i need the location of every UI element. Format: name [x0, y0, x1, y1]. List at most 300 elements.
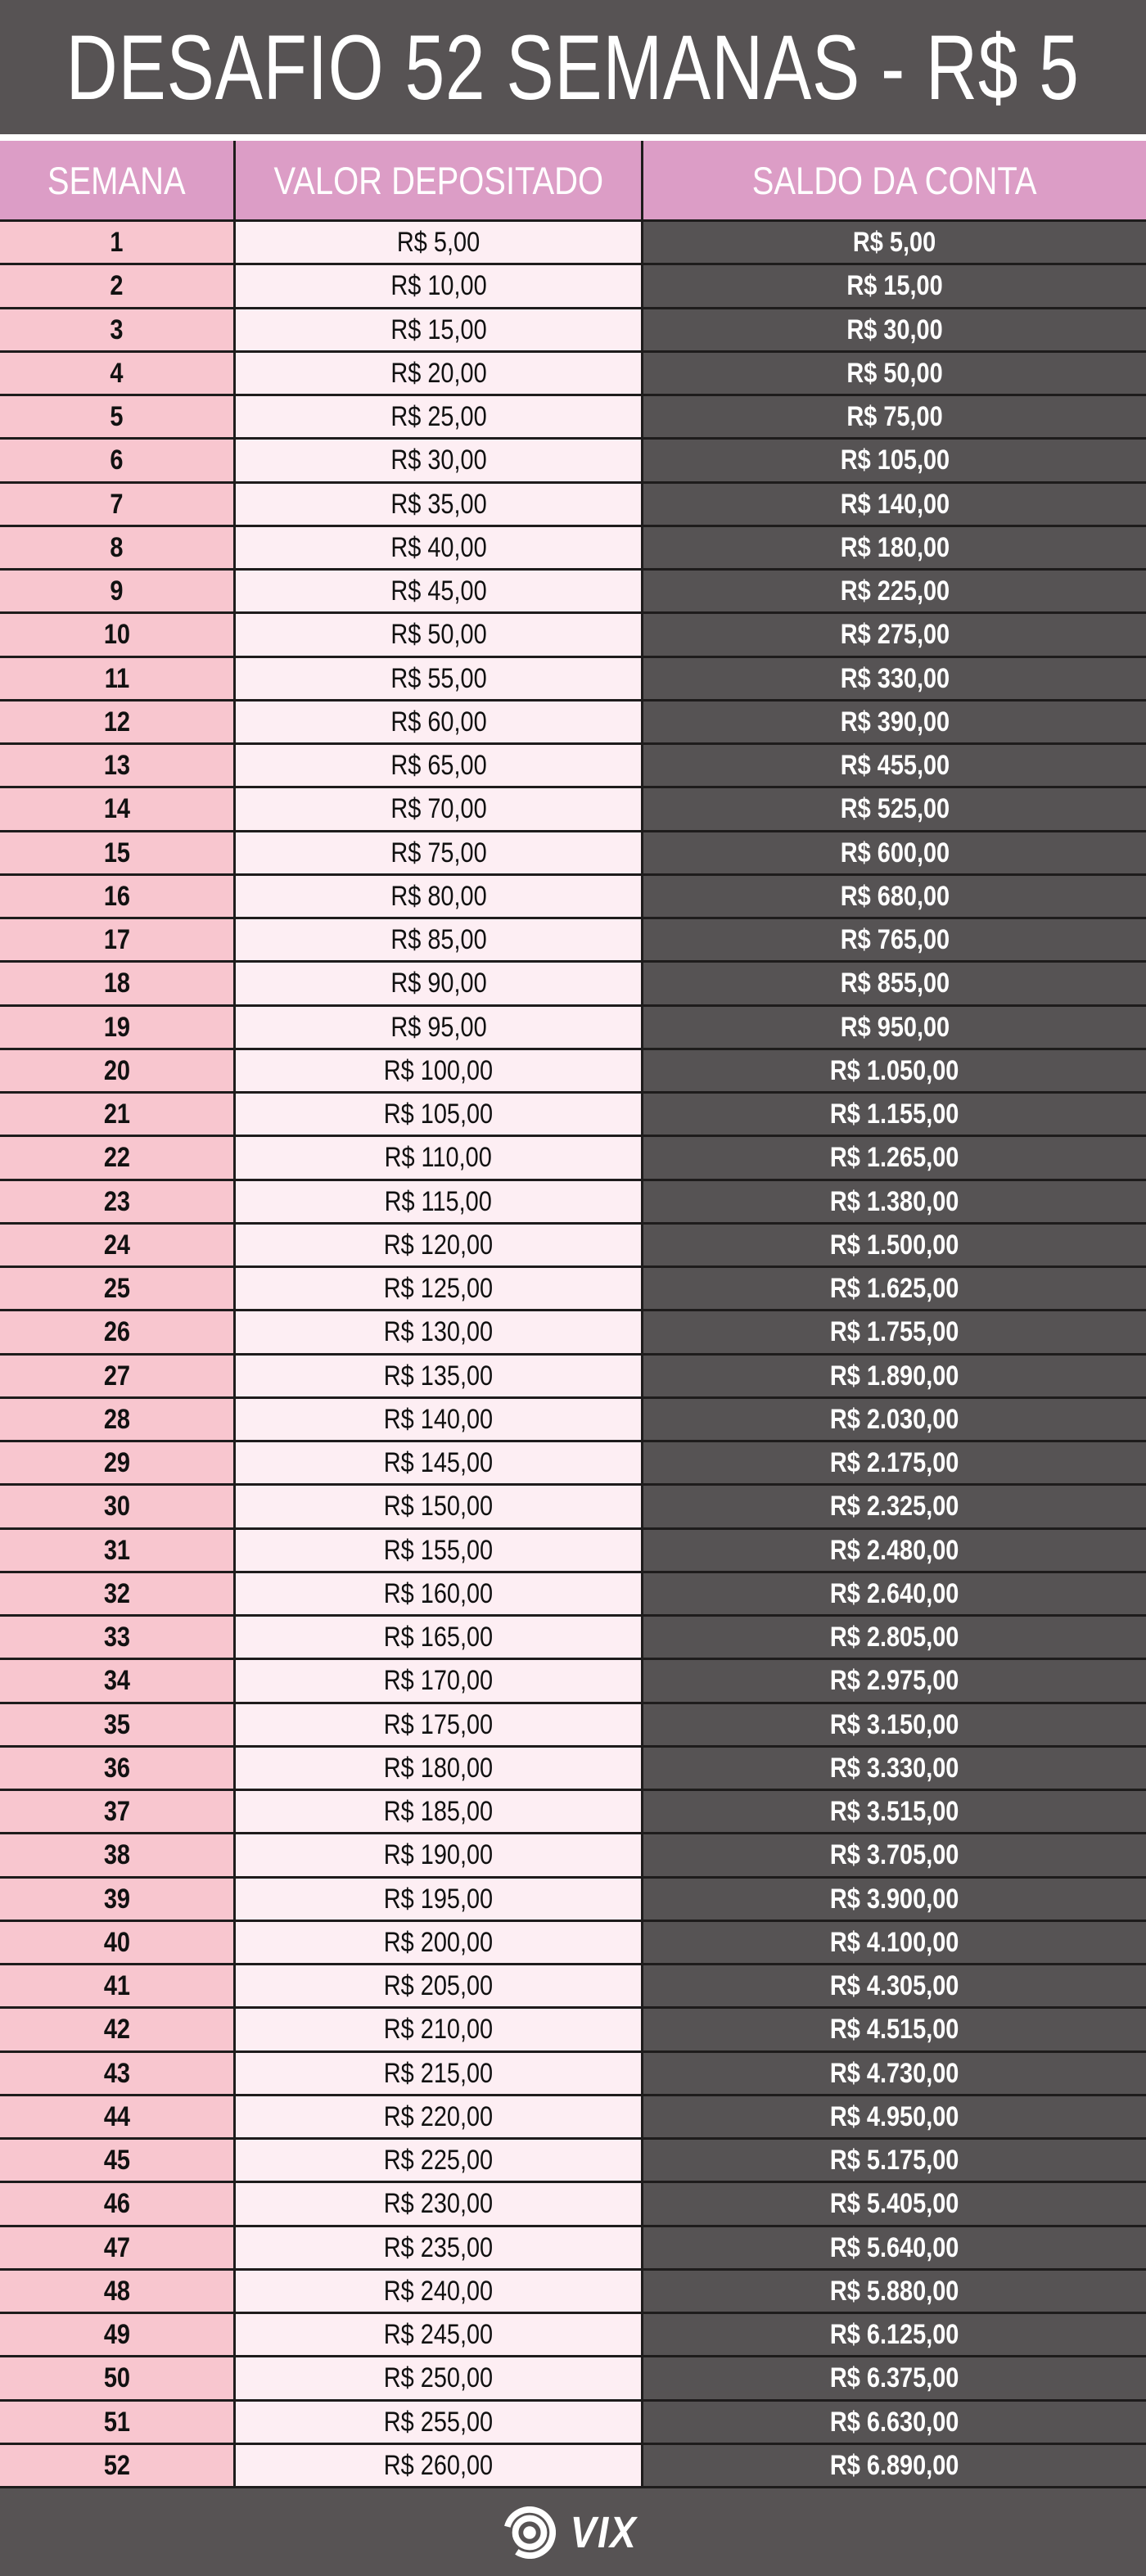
balance-cell: [643, 527, 1146, 568]
week-cell: [0, 2445, 236, 2486]
balance-cell: [643, 2183, 1146, 2224]
vix-target-spiral-icon: [503, 2506, 556, 2559]
balance-cell: [643, 222, 1146, 263]
deposit-value: R$ 10,00: [390, 270, 487, 302]
deposit-cell: [236, 1922, 643, 1963]
deposit-value: R$ 250,00: [383, 2362, 494, 2394]
balance-cell: [643, 963, 1146, 1004]
deposit-cell: [236, 2402, 643, 2443]
table-row: [0, 1748, 1146, 1791]
deposit-value: R$ 170,00: [383, 1665, 494, 1697]
deposit-value: R$ 20,00: [390, 357, 487, 389]
balance-cell: [643, 1268, 1146, 1309]
week-cell: [0, 571, 236, 611]
balance-cell: [643, 265, 1146, 306]
deposit-cell: [236, 1399, 643, 1440]
header-deposit: [236, 141, 643, 219]
table-row: [0, 919, 1146, 963]
balance-cell: [643, 1399, 1146, 1440]
deposit-value: R$ 190,00: [383, 1839, 494, 1871]
table-row: [0, 1268, 1146, 1311]
deposit-cell: [236, 1965, 643, 2006]
week-cell: [0, 1922, 236, 1963]
balance-value: R$ 6.125,00: [830, 2319, 959, 2351]
balance-cell: [643, 658, 1146, 699]
week-cell: [0, 1094, 236, 1135]
balance-value: R$ 1.890,00: [830, 1360, 959, 1392]
balance-cell: [643, 1181, 1146, 1222]
deposit-value: R$ 130,00: [383, 1316, 494, 1348]
week-cell: [0, 353, 236, 394]
balance-value: R$ 2.640,00: [830, 1577, 959, 1609]
balance-cell: [643, 788, 1146, 829]
balance-value: R$ 75,00: [846, 401, 943, 433]
deposit-cell: [236, 788, 643, 829]
deposit-value: R$ 35,00: [390, 488, 487, 520]
balance-value: R$ 2.480,00: [830, 1534, 959, 1566]
deposit-value: R$ 230,00: [383, 2188, 494, 2220]
deposit-value: R$ 140,00: [383, 1403, 494, 1435]
balance-value: R$ 3.330,00: [830, 1752, 959, 1784]
week-number: 50: [103, 2362, 130, 2394]
week-cell: [0, 1311, 236, 1352]
deposit-cell: [236, 1137, 643, 1178]
balance-value: R$ 225,00: [840, 575, 950, 607]
balance-cell: [643, 1225, 1146, 1265]
table-row: [0, 1617, 1146, 1660]
table-row: [0, 876, 1146, 919]
deposit-value: R$ 185,00: [383, 1796, 494, 1828]
week-number: 29: [103, 1447, 130, 1479]
week-number: 35: [103, 1708, 130, 1740]
balance-value: R$ 4.730,00: [830, 2057, 959, 2089]
balance-value: R$ 3.705,00: [830, 1839, 959, 1871]
deposit-cell: [236, 876, 643, 917]
week-number: 52: [103, 2449, 130, 2481]
balance-value: R$ 3.150,00: [830, 1708, 959, 1740]
week-number: 24: [103, 1229, 130, 1261]
deposit-cell: [236, 2271, 643, 2312]
week-cell: [0, 1050, 236, 1091]
balance-cell: [643, 484, 1146, 525]
balance-value: R$ 4.100,00: [830, 1926, 959, 1958]
balance-value: R$ 680,00: [840, 880, 950, 912]
balance-value: R$ 6.890,00: [830, 2449, 959, 2481]
balance-cell: [643, 1137, 1146, 1178]
deposit-cell: [236, 1748, 643, 1789]
week-number: 5: [110, 401, 124, 433]
balance-cell: [643, 1660, 1146, 1701]
table-row: [0, 1311, 1146, 1355]
table-row: [0, 1704, 1146, 1748]
week-cell: [0, 1965, 236, 2006]
deposit-cell: [236, 1094, 643, 1135]
week-number: 3: [110, 314, 124, 345]
week-number: 32: [103, 1577, 130, 1609]
balance-value: R$ 330,00: [840, 662, 950, 694]
week-cell: [0, 2271, 236, 2312]
balance-value: R$ 105,00: [840, 444, 950, 476]
week-cell: [0, 1879, 236, 1920]
week-number: 23: [103, 1185, 130, 1217]
deposit-value: R$ 25,00: [390, 401, 487, 433]
deposit-cell: [236, 222, 643, 263]
table-row: [0, 2314, 1146, 2357]
balance-value: R$ 1.500,00: [830, 1229, 959, 1261]
table-row: [0, 484, 1146, 527]
table-row: [0, 1007, 1146, 1050]
balance-value: R$ 1.625,00: [830, 1273, 959, 1305]
deposit-cell: [236, 309, 643, 350]
balance-value: R$ 1.050,00: [830, 1054, 959, 1086]
deposit-value: R$ 70,00: [390, 793, 487, 825]
deposit-cell: [236, 527, 643, 568]
deposit-cell: [236, 702, 643, 742]
deposit-value: R$ 245,00: [383, 2319, 494, 2351]
deposit-cell: [236, 1660, 643, 1701]
week-number: 45: [103, 2145, 130, 2177]
week-number: 42: [103, 2014, 130, 2046]
week-cell: [0, 1791, 236, 1832]
balance-value: R$ 275,00: [840, 619, 950, 651]
week-number: 51: [103, 2406, 130, 2438]
week-cell: [0, 1137, 236, 1178]
deposit-cell: [236, 1442, 643, 1483]
deposit-cell: [236, 1268, 643, 1309]
balance-value: R$ 140,00: [840, 488, 950, 520]
week-cell: [0, 1225, 236, 1265]
deposit-value: R$ 240,00: [383, 2275, 494, 2307]
week-number: 48: [103, 2275, 130, 2307]
week-number: 8: [110, 531, 124, 563]
deposit-value: R$ 175,00: [383, 1708, 494, 1740]
deposit-cell: [236, 484, 643, 525]
balance-cell: [643, 309, 1146, 350]
footer-band: [0, 2488, 1146, 2576]
deposit-cell: [236, 2357, 643, 2398]
deposit-cell: [236, 1791, 643, 1832]
week-number: 21: [103, 1099, 130, 1130]
table-row: [0, 1791, 1146, 1834]
balance-cell: [643, 2402, 1146, 2443]
week-number: 12: [103, 706, 130, 738]
table-row: [0, 1442, 1146, 1486]
week-number: 2: [110, 270, 124, 302]
table-row: [0, 2183, 1146, 2226]
balance-cell: [643, 1442, 1146, 1483]
deposit-value: R$ 60,00: [390, 706, 487, 738]
balance-cell: [643, 440, 1146, 480]
week-cell: [0, 658, 236, 699]
deposit-cell: [236, 396, 643, 437]
table-row: [0, 309, 1146, 353]
table-row: [0, 222, 1146, 265]
deposit-value: R$ 45,00: [390, 575, 487, 607]
deposit-value: R$ 40,00: [390, 531, 487, 563]
table-row: [0, 396, 1146, 440]
week-cell: [0, 1356, 236, 1396]
week-cell: [0, 2314, 236, 2355]
table-row: [0, 1399, 1146, 1442]
balance-value: R$ 3.515,00: [830, 1796, 959, 1828]
balance-value: R$ 1.155,00: [830, 1099, 959, 1130]
table-row: [0, 745, 1146, 788]
deposit-value: R$ 75,00: [390, 837, 487, 868]
deposit-cell: [236, 1617, 643, 1658]
deposit-value: R$ 105,00: [383, 1099, 494, 1130]
week-number: 18: [103, 968, 130, 999]
header-balance-label: SALDO DA CONTA: [752, 158, 1037, 202]
table-row: [0, 2009, 1146, 2052]
week-cell: [0, 1399, 236, 1440]
balance-value: R$ 525,00: [840, 793, 950, 825]
table-row: [0, 2053, 1146, 2096]
deposit-cell: [236, 1007, 643, 1048]
balance-value: R$ 2.805,00: [830, 1622, 959, 1653]
balance-value: R$ 1.755,00: [830, 1316, 959, 1348]
balance-cell: [643, 2314, 1146, 2355]
week-number: 4: [110, 357, 124, 389]
deposit-value: R$ 65,00: [390, 750, 487, 782]
balance-value: R$ 6.630,00: [830, 2406, 959, 2438]
deposit-cell: [236, 2009, 643, 2050]
week-cell: [0, 2096, 236, 2137]
balance-cell: [643, 1311, 1146, 1352]
balance-value: R$ 4.515,00: [830, 2014, 959, 2046]
balance-value: R$ 3.900,00: [830, 1883, 959, 1915]
table-row: [0, 571, 1146, 614]
week-cell: [0, 745, 236, 786]
week-number: 44: [103, 2100, 130, 2132]
balance-cell: [643, 1834, 1146, 1875]
week-number: 36: [103, 1752, 130, 1784]
table-body: [0, 222, 1146, 2488]
deposit-cell: [236, 614, 643, 655]
balance-cell: [643, 353, 1146, 394]
week-cell: [0, 2183, 236, 2224]
deposit-value: R$ 215,00: [383, 2057, 494, 2089]
deposit-value: R$ 255,00: [383, 2406, 494, 2438]
week-cell: [0, 527, 236, 568]
week-number: 25: [103, 1273, 130, 1305]
week-cell: [0, 1486, 236, 1527]
table-header-row: [0, 141, 1146, 222]
deposit-value: R$ 5,00: [396, 227, 481, 259]
balance-cell: [643, 1879, 1146, 1920]
table-row: [0, 1225, 1146, 1268]
deposit-value: R$ 125,00: [383, 1273, 494, 1305]
week-cell: [0, 1442, 236, 1483]
week-cell: [0, 1617, 236, 1658]
balance-cell: [643, 1007, 1146, 1048]
deposit-value: R$ 115,00: [384, 1185, 493, 1217]
balance-value: R$ 5.405,00: [830, 2188, 959, 2220]
balance-cell: [643, 1050, 1146, 1091]
week-cell: [0, 2140, 236, 2181]
balance-value: R$ 1.265,00: [830, 1142, 959, 1174]
week-number: 38: [103, 1839, 130, 1871]
week-cell: [0, 702, 236, 742]
table-row: [0, 2271, 1146, 2314]
balance-value: R$ 455,00: [840, 750, 950, 782]
week-cell: [0, 1007, 236, 1048]
week-cell: [0, 440, 236, 480]
table-row: [0, 2096, 1146, 2140]
deposit-cell: [236, 963, 643, 1004]
balance-cell: [643, 2227, 1146, 2268]
deposit-cell: [236, 1181, 643, 1222]
balance-cell: [643, 2009, 1146, 2050]
deposit-cell: [236, 1311, 643, 1352]
header-balance: [643, 141, 1146, 219]
week-number: 39: [103, 1883, 130, 1915]
balance-cell: [643, 2140, 1146, 2181]
deposit-value: R$ 195,00: [383, 1883, 494, 1915]
balance-cell: [643, 832, 1146, 873]
week-number: 1: [110, 227, 124, 259]
header-deposit-label: VALOR DEPOSITADO: [273, 158, 603, 202]
week-number: 41: [103, 1970, 130, 2002]
balance-cell: [643, 571, 1146, 611]
week-number: 43: [103, 2057, 130, 2089]
table-row: [0, 788, 1146, 832]
table-row: [0, 1879, 1146, 1922]
deposit-cell: [236, 1834, 643, 1875]
deposit-cell: [236, 571, 643, 611]
deposit-value: R$ 200,00: [383, 1926, 494, 1958]
deposit-cell: [236, 265, 643, 306]
week-cell: [0, 832, 236, 873]
week-number: 20: [103, 1054, 130, 1086]
balance-value: R$ 4.305,00: [830, 1970, 959, 2002]
balance-cell: [643, 919, 1146, 960]
balance-cell: [643, 1356, 1146, 1396]
deposit-value: R$ 15,00: [390, 314, 487, 345]
header-week-label: SEMANA: [47, 158, 186, 202]
table-row: [0, 1181, 1146, 1225]
week-cell: [0, 2053, 236, 2094]
balance-value: R$ 5,00: [853, 227, 936, 259]
table-row: [0, 1660, 1146, 1703]
table-row: [0, 2140, 1146, 2183]
table-row: [0, 2227, 1146, 2271]
week-number: 34: [103, 1665, 130, 1697]
deposit-value: R$ 90,00: [390, 968, 487, 999]
week-cell: [0, 614, 236, 655]
balance-cell: [643, 745, 1146, 786]
week-number: 40: [103, 1926, 130, 1958]
table-row: [0, 1965, 1146, 2009]
table-row: [0, 2402, 1146, 2445]
balance-value: R$ 5.175,00: [830, 2145, 959, 2177]
week-cell: [0, 963, 236, 1004]
balance-cell: [643, 2053, 1146, 2094]
deposit-cell: [236, 353, 643, 394]
week-number: 31: [103, 1534, 130, 1566]
table-row: [0, 2445, 1146, 2488]
deposit-value: R$ 145,00: [383, 1447, 494, 1479]
week-number: 46: [103, 2188, 130, 2220]
balance-value: R$ 855,00: [840, 968, 950, 999]
week-number: 9: [110, 575, 124, 607]
deposit-value: R$ 180,00: [383, 1752, 494, 1784]
deposit-cell: [236, 2053, 643, 2094]
balance-value: R$ 1.380,00: [830, 1185, 959, 1217]
deposit-cell: [236, 745, 643, 786]
week-number: 14: [103, 793, 130, 825]
deposit-value: R$ 205,00: [383, 1970, 494, 2002]
deposit-value: R$ 150,00: [383, 1491, 494, 1523]
balance-value: R$ 390,00: [840, 706, 950, 738]
week-number: 10: [103, 619, 130, 651]
week-cell: [0, 876, 236, 917]
deposit-value: R$ 30,00: [390, 444, 487, 476]
table-row: [0, 353, 1146, 396]
week-cell: [0, 396, 236, 437]
week-cell: [0, 265, 236, 306]
table-row: [0, 2357, 1146, 2401]
balance-value: R$ 2.325,00: [830, 1491, 959, 1523]
balance-cell: [643, 614, 1146, 655]
deposit-cell: [236, 2096, 643, 2137]
balance-cell: [643, 1704, 1146, 1745]
week-number: 19: [103, 1011, 130, 1043]
deposit-value: R$ 100,00: [383, 1054, 494, 1086]
balance-value: R$ 2.975,00: [830, 1665, 959, 1697]
balance-value: R$ 15,00: [846, 270, 943, 302]
deposit-value: R$ 225,00: [383, 2145, 494, 2177]
week-number: 16: [103, 880, 130, 912]
balance-cell: [643, 2096, 1146, 2137]
balance-cell: [643, 1617, 1146, 1658]
balance-value: R$ 600,00: [840, 837, 950, 868]
week-number: 15: [103, 837, 130, 868]
deposit-value: R$ 135,00: [383, 1360, 494, 1392]
week-cell: [0, 1530, 236, 1571]
table-row: [0, 1356, 1146, 1399]
deposit-cell: [236, 2227, 643, 2268]
deposit-cell: [236, 1225, 643, 1265]
balance-cell: [643, 1791, 1146, 1832]
balance-value: R$ 180,00: [840, 531, 950, 563]
week-number: 33: [103, 1622, 130, 1653]
deposit-value: R$ 210,00: [383, 2014, 494, 2046]
balance-cell: [643, 1573, 1146, 1614]
week-cell: [0, 1834, 236, 1875]
deposit-cell: [236, 1486, 643, 1527]
balance-value: R$ 2.030,00: [830, 1403, 959, 1435]
week-cell: [0, 919, 236, 960]
table-row: [0, 265, 1146, 309]
week-number: 22: [103, 1142, 130, 1174]
balance-cell: [643, 702, 1146, 742]
balance-value: R$ 50,00: [846, 357, 943, 389]
week-cell: [0, 1181, 236, 1222]
divider: [0, 134, 1146, 141]
table-row: [0, 1573, 1146, 1617]
balance-cell: [643, 876, 1146, 917]
deposit-value: R$ 235,00: [383, 2231, 494, 2263]
deposit-value: R$ 220,00: [383, 2100, 494, 2132]
balance-cell: [643, 1965, 1146, 2006]
brand-wordmark: VIX: [571, 2507, 638, 2557]
week-cell: [0, 309, 236, 350]
balance-cell: [643, 1486, 1146, 1527]
deposit-cell: [236, 658, 643, 699]
week-number: 47: [103, 2231, 130, 2263]
deposit-value: R$ 95,00: [390, 1011, 487, 1043]
deposit-cell: [236, 2314, 643, 2355]
